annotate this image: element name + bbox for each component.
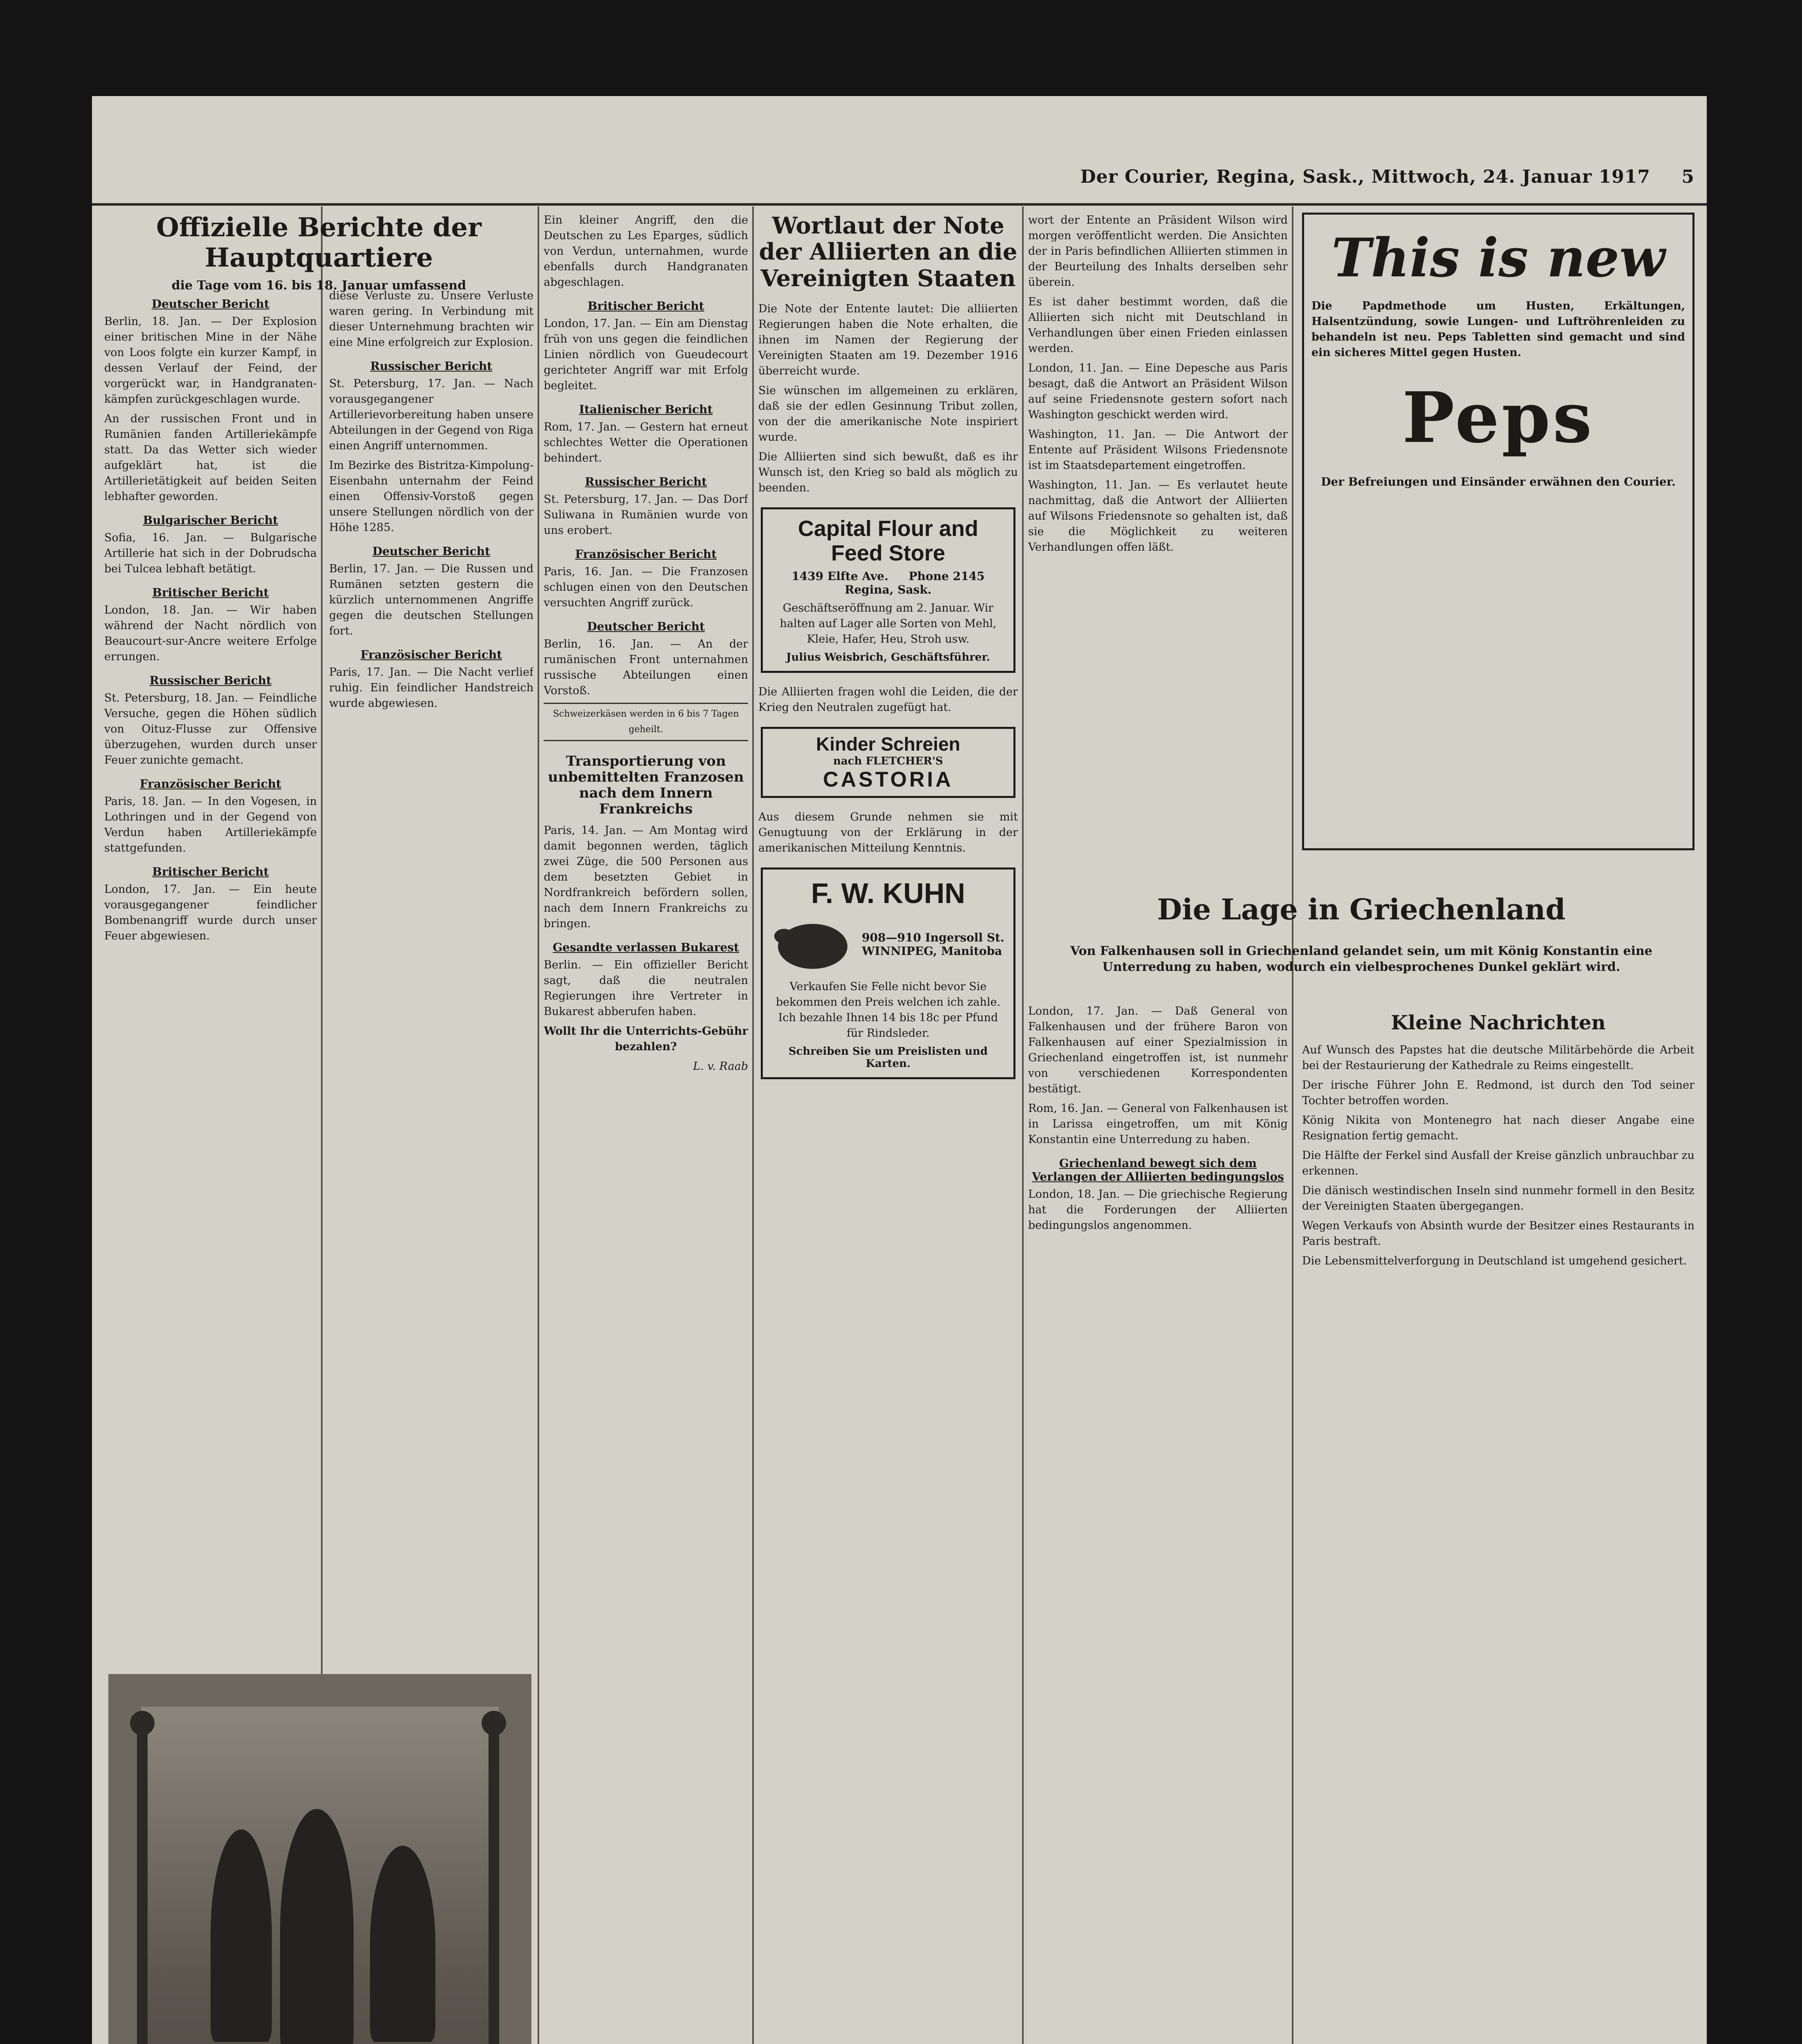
ad-owner: Julius Weisbrich, Geschäftsführer. [786, 651, 990, 663]
ad-title: Capital Flour and Feed Store [798, 516, 979, 565]
section-heading: Französischer Bericht [575, 547, 717, 561]
article-text: Berlin, 17. Jan. — Die Russen und Rumänen setzten gestern die kürzlich unternommenen Angriffe gegen die deutschen Stellungen fort. [329, 563, 533, 637]
ad-brand: CASTORIA [823, 767, 953, 791]
animal-icon [772, 914, 854, 975]
column-5 [1028, 213, 1288, 887]
article-text: Der irische Führer John E. Redmond, ist durch den Tod seiner Tochter betroffen worden. [1302, 1079, 1694, 1107]
article-text: Die dänisch westindischen Inseln sind nunmehr formell in den Besitz der Vereinigten Staaten übergegangen. [1302, 1184, 1694, 1213]
column-rule [1292, 206, 1293, 2044]
section-heading: Italienischer Bericht [579, 403, 713, 416]
article-text: Im Bezirke des Bistritza-Kimpolung-Eisenbahn unternahm der Feind einen Offensiv-Vorstoß gegen unsere Stellungen nördlich von der Höhe 1285. [329, 459, 533, 534]
masthead-rule [92, 203, 1707, 206]
masthead [640, 166, 1694, 195]
greece-subhead-block [1028, 938, 1694, 1000]
advertisement-kuhn [761, 867, 1015, 1079]
section-heading: Russischer Bericht [585, 475, 707, 489]
ad-footer: Schreiben Sie um Preislisten und Karten. [788, 1045, 988, 1070]
ad-subtitle: nach FLETCHER'S [833, 755, 943, 767]
person-figure [211, 1829, 272, 2042]
ad-brand: Peps [1402, 377, 1594, 459]
article-text: Paris, 18. Jan. — In den Vogesen, in Lothringen und in der Gegend von Verdun haben Artilleriekämpfe stattgefunden. [104, 795, 317, 854]
article-text: Die Alliierten sind sich bewußt, daß es ihr Wunsch ist, den Krieg so bald als möglich zu beenden. [758, 450, 1018, 495]
article-text: Rom, 17. Jan. — Gestern hat erneut schlechtes Wetter die Operationen behindert. [544, 421, 748, 464]
ad-phone: Phone 2145 [908, 569, 985, 583]
section-heading: Deutscher Bericht [587, 620, 705, 633]
article-text: London, 17. Jan. — Ein am Dienstag früh von uns gegen die feindlichen Linien nördlich von Gueudecourt gerichteter Angriff war mit Erfolg begleitet. [544, 317, 748, 392]
ad-city: Regina, Sask. [845, 583, 932, 596]
article-text: London, 18. Jan. — Die griechische Regierung hat die Forderungen der Alliierten bedingungslos angenommen. [1028, 1188, 1288, 1232]
article-text: St. Petersburg, 18. Jan. — Feindliche Versuche, gegen die Höhen südlich von Oituz-Flusse zur Offensive überzugehen, wurden durch unser Feuer zunichte gemacht. [104, 692, 317, 766]
article-text: Auf Wunsch des Papstes hat die deutsche Militärbehörde die Arbeit bei der Restaurierung der Kathedrale zu Reims eingestellt. [1302, 1044, 1694, 1072]
ad-address: 908—910 Ingersoll St. [862, 930, 1004, 944]
section-heading: Gesandte verlassen Bukarest [553, 941, 739, 955]
ad-footer: Der Befreiungen und Einsänder erwähnen den Courier. [1321, 475, 1676, 489]
person-figure [280, 1809, 354, 2044]
advertisement-capital-flour [761, 507, 1015, 673]
section-heading: Französischer Bericht [360, 648, 502, 661]
page-number: 5 [1681, 166, 1694, 187]
article-text: Die Note der Entente lautet: Die alliierten Regierungen haben die Note erhalten, die ihnen im Namen der Regierung der Vereinigten Staaten am 19. Dezember 1916 überreicht wurde. [758, 303, 1018, 378]
column-3 [544, 213, 748, 2044]
advertisement-castoria [761, 727, 1015, 798]
article-text: Wollt Ihr die Unterrichts-Gebühr bezahlen? [544, 1025, 748, 1053]
article-text: Berlin, 18. Jan. — Der Explosion einer britischen Mine in der Nähe von Loos folgte ein kurzer Kampf, in dessen Verlauf der Feind, der vorgerückt war, in Handgranaten-kämpfen zurückgeschlagen wurde. [104, 315, 317, 406]
headline: Die Lage in Griechenland [1157, 893, 1566, 926]
article-text: Die Alliierten fragen wohl die Leiden, die der Krieg den Neutralen zugefügt hat. [758, 685, 1018, 714]
notice: Schweizerkäsen werden in 6 bis 7 Tagen geheilt. [544, 703, 748, 741]
section-heading: Britischer Bericht [587, 299, 704, 313]
main-headline-block [104, 213, 533, 294]
article-text: wort der Entente an Präsident Wilson wird morgen veröffentlicht werden. Die Ansichten der in Paris befindlichen Alliierten stimmen in der Beurteilung des Inhalts derselben sehr überein. [1028, 214, 1288, 289]
ad-text: Die Papdmethode um Husten, Erkältungen, Halsentzündung, sowie Lungen- und Luftröhrenleiden zu behandeln ist neu. Peps Tabletten sind gemacht und sind ein sicheres Mittel gegen Husten. [1311, 299, 1685, 359]
column-rule [1022, 206, 1024, 2044]
column-rule [538, 206, 539, 2044]
subheadline: Von Falkenhausen soll in Griechenland gelandet sein, um mit König Konstantin eine Unterredung zu haben, wodurch ein vielbesprochenes Dunkel geklärt wird. [1070, 944, 1652, 974]
article-text: Ein kleiner Angriff, den die Deutschen zu Les Eparges, südlich von Verdun, unternahmen, wurde ebenfalls durch Handgranaten abgeschlagen. [544, 214, 748, 289]
article-text: London, 17. Jan. — Ein heute vorausgegangener feindlicher Bombenangriff wurde durch unser Feuer abgewiesen. [104, 883, 317, 942]
article-text: diese Verluste zu. Unsere Verluste waren gering. In Verbindung mit dieser Unternehmung brachten wir eine Mine erfolgreich zur Explosion. [329, 289, 533, 349]
article-headline: Transportierung von unbemittelten Franzosen nach dem Innern Frankreichs [548, 753, 744, 818]
signature: L. v. Raab [693, 1060, 748, 1073]
article-text: Wegen Verkaufs von Absinth wurde der Besitzer eines Restaurants in Paris bestraft. [1302, 1219, 1694, 1248]
headline: Wortlaut der Note der Alliierten an die Vereinigten Staaten [759, 213, 1018, 292]
ad-text: Geschäftseröffnung am 2. Januar. Wir halten auf Lager alle Sorten von Mehl, Kleie, Hafer, Heu, Stroh usw. [780, 601, 997, 645]
ad-slogan: This is new [1331, 226, 1665, 289]
section-heading: Französischer Bericht [139, 777, 282, 791]
section-heading: Deutscher Bericht [151, 297, 270, 311]
masthead-text: Der Courier, Regina, Sask., Mittwoch, 24. Januar 1917 [1080, 166, 1651, 187]
ad-city: WINNIPEG, Manitoba [862, 944, 1002, 958]
article-text: Sie wünschen im allgemeinen zu erklären, daß sie der edlen Gesinnung Tribut zollen, von der die amerikanische Note inspiriert wurde. [758, 384, 1018, 444]
article-text: Aus diesem Grunde nehmen sie mit Genugtuung von der Erklärung in der amerikanischen Mitteilung Kenntnis. [758, 810, 1018, 854]
column-5-lower [1028, 1004, 1288, 2044]
column-2 [329, 288, 533, 1645]
article-text: An der russischen Front und in Rumänien fanden Artilleriekämpfe statt. Da das Wetter sich wieder aufgeklärt hat, ist die Artillerietätigkeit auf beiden Seiten lebhafter geworden. [104, 412, 317, 503]
article-text: London, 17. Jan. — Daß General von Falkenhausen und der frühere Baron von Falkenhausen auf einer Spezialmission in Griechenland eingetroffen ist, ist nunmehr von verschiedenen Korrespondenten bestätigt. [1028, 1005, 1288, 1095]
greece-headline-block [1028, 893, 1694, 938]
headline: Offizielle Berichte der Hauptquartiere [156, 213, 482, 273]
section-heading: Bulgarischer Bericht [143, 513, 278, 527]
article-headline: Kleine Nachrichten [1391, 1011, 1606, 1034]
article-text: Rom, 16. Jan. — General von Falkenhausen ist in Larissa eingetroffen, um mit König Konstantin eine Unterredung zu haben. [1028, 1102, 1288, 1146]
article-text: Paris, 17. Jan. — Die Nacht verlief ruhig. Ein feindlicher Handstreich wurde abgewiesen. [329, 666, 533, 710]
article-text: Es ist daher bestimmt worden, daß die Alliierten sich nicht mit Deutschland in Verhandlungen über einen Frieden einlassen werden. [1028, 296, 1288, 355]
article-text: Washington, 11. Jan. — Die Antwort der Entente auf Präsident Wilsons Friedensnote ist im Staatsdepartement eingetroffen. [1028, 428, 1288, 472]
article-text: Paris, 14. Jan. — Am Montag wird damit begonnen werden, täglich zwei Züge, die 500 Personen aus dem besetzten Gebiet in Nordfrankreich befördern sollen, nach dem Innern Frankreichs zu bringen. [544, 824, 748, 930]
section-heading: Russischer Bericht [370, 359, 493, 373]
article-text: St. Petersburg, 17. Jan. — Nach vorausgegangener Artillerievorbereitung haben unsere Abteilungen in der Gegend von Riga einen Angriff unternommen. [329, 377, 533, 452]
article-text: Berlin. — Ein offizieller Bericht sagt, daß die neutralen Regierungen ihre Vertreter in Bukarest abberufen haben. [544, 959, 748, 1018]
article-text: Washington, 11. Jan. — Es verlautet heute nachmittag, daß die Antwort der Alliierten auf Wilsons Friedensnote so gehalten ist, daß sie die Möglichkeit zu weiteren Verhandlungen offen läßt. [1028, 479, 1288, 554]
article-text: St. Petersburg, 17. Jan. — Das Dorf Suliwana in Rumänien wurde von uns erobert. [544, 493, 748, 537]
article-text: Berlin, 16. Jan. — An der rumänischen Front unternahmen russische Abteilungen einen Vorstoß. [544, 638, 748, 697]
section-heading: Britischer Bericht [152, 865, 269, 879]
ad-title: Kinder Schreien [816, 733, 960, 755]
article-text: Die Hälfte der Ferkel sind Ausfall der Kreise gänzlich unbrauchbar zu erkennen. [1302, 1149, 1694, 1178]
article-text: König Nikita von Montenegro hat nach dieser Angabe eine Resignation fertig gemacht. [1302, 1114, 1694, 1143]
article-text: London, 18. Jan. — Wir haben während der Nacht nördlich von Beaucourt-sur-Ancre weitere Erfolge errungen. [104, 604, 317, 663]
section-heading: Griechenland bewegt sich dem Verlangen der Alliierten bedingungslos [1032, 1156, 1284, 1183]
section-heading: Britischer Bericht [152, 586, 269, 599]
column-4 [758, 213, 1018, 2044]
advertisement-peps [1302, 213, 1694, 850]
column-6-lower [1302, 1004, 1694, 2044]
news-photo [108, 1674, 531, 2044]
ad-title: F. W. KUHN [811, 877, 966, 909]
article-text: Sofia, 16. Jan. — Bulgarische Artillerie hat sich in der Dobrudscha bei Tulcea lebhaft betätigt. [104, 531, 317, 575]
article-text: Die Lebensmittelverforgung in Deutschland ist umgehend gesichert. [1302, 1255, 1687, 1268]
ad-text: Verkaufen Sie Felle nicht bevor Sie bekommen den Preis welchen ich zahle. Ich bezahle Ihnen 14 bis 18c per Pfund für Rindsleder. [775, 980, 1001, 1040]
article-text: London, 11. Jan. — Eine Depesche aus Paris besagt, daß die Antwort an Präsident Wilson auf seine Friedensnote gestern sofort nach Washington geschickt werden wird. [1028, 362, 1288, 421]
section-heading: Russischer Bericht [149, 674, 272, 687]
column-rule [752, 206, 754, 2044]
subheadline: die Tage vom 16. bis 18. Januar umfassend [171, 278, 466, 293]
column-6 [1302, 213, 1694, 883]
column-1 [104, 288, 317, 1645]
section-heading: Deutscher Bericht [372, 545, 491, 558]
newspaper-page [92, 96, 1707, 2044]
person-figure [370, 1846, 435, 2042]
article-text: Paris, 16. Jan. — Die Franzosen schlugen einen von den Deutschen versuchten Angriff zurück. [544, 565, 748, 609]
ad-address: 1439 Elfte Ave. [791, 569, 888, 583]
